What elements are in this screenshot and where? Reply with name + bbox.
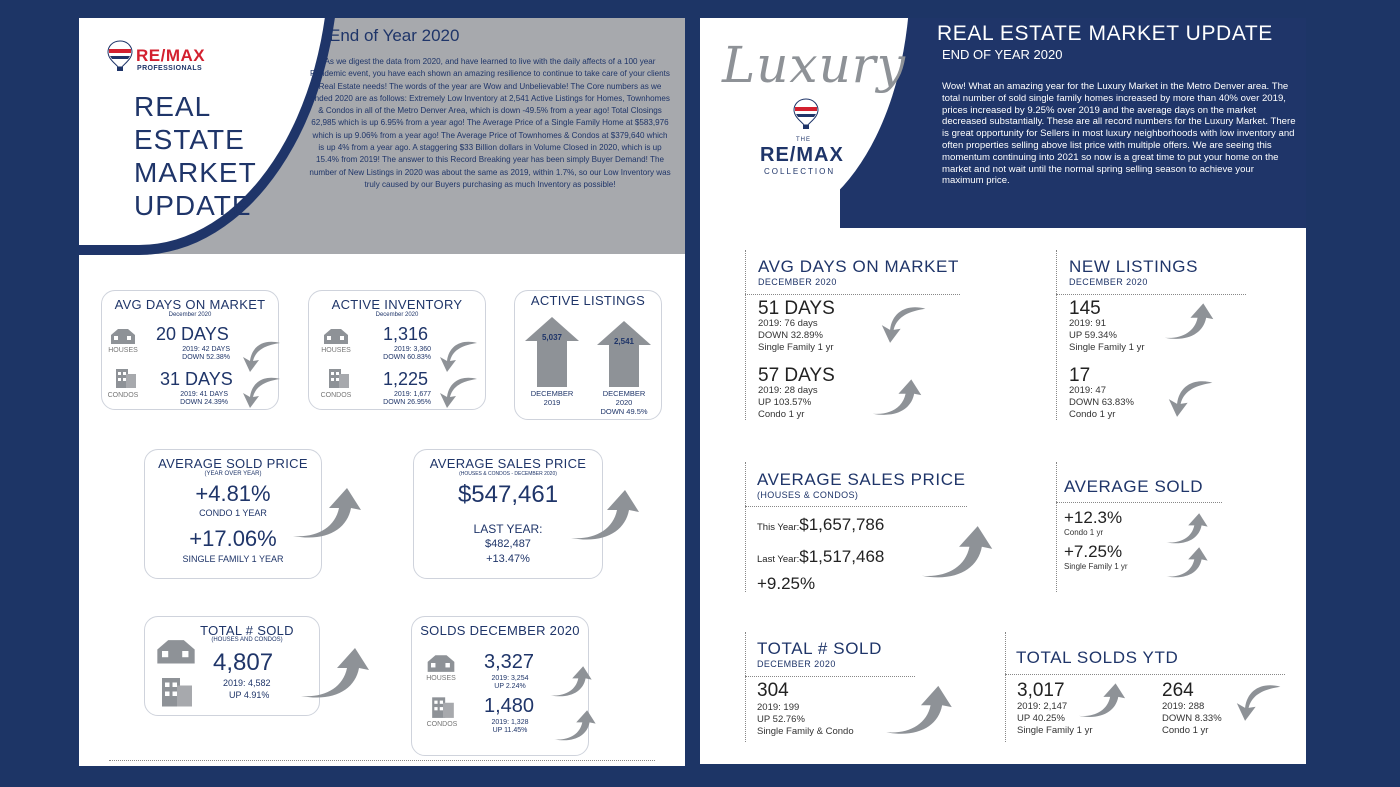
total-sold-value: 304 [757,680,789,701]
avg-sold-value-1: +12.3% [1064,508,1123,527]
avg-days-value-2: 57 DAYS [758,365,835,386]
card-title: ACTIVE LISTINGS [530,293,646,308]
note: 2019: 28 days [758,385,818,396]
total-sold-note-1: 2019: 4,582 [223,678,271,688]
sf-change-label: SINGLE FAMILY 1 YEAR [182,554,284,564]
houses-note [486,675,534,691]
up-arrow-bar-2019 [525,317,579,392]
remax-balloon-icon [107,40,133,77]
new-listings-notes-1 [1069,318,1145,354]
total-ytd-value-1: 3,017 [1017,680,1065,701]
down-arrow-icon [240,339,282,378]
condos-value: 1,480 [484,695,535,717]
left-page [79,18,685,766]
total-sold-note-2: UP 4.91% [229,690,270,700]
condos-note-2: DOWN 26.95% [383,399,431,406]
houses-value: 3,327 [484,651,535,673]
bar-label-2019-2: 2019 [543,398,561,407]
condos-note [379,391,431,407]
up-arrow-icon [1160,546,1214,585]
condos-value: 31 DAYS [160,369,233,389]
condos-note [486,719,534,735]
change-value: +9.25% [757,574,816,593]
note: 2019: 2,147 [1017,701,1068,712]
intro-paragraph: As we digest the data from 2020, and have learned to live with the daily affects of a 100 year Pandemic event, you have each shown an amazing resilience to continue to take care of your clients Real Estate needs! The words of the year are Wow and Unbelievable! The Core numbers as we ended 2020 are as follows: Extremely Low Inventory at 2,541 Active Listings for Homes, Townhomes & Condos in all of the Metro Denver Area, which is down -49.5% from a year ago! Total Closings 62,985 which is up 6.95% from a year ago! The Average Price of a Single Family Home at $583,976 which is up 9.06% from a year ago! The Average Price of Townhomes & Condos at $379,640 which is up 4% from a year ago. A staggering $33 Billion dollars in Volume Closed in 2020, which is up 15.4% from 2019! The answer to this Record Breaking year has been simply Buyer Demand! The number of New Listings in 2020 was about the same as 2019, within 1.7%, so our Low Inventory was truly caused by our Buyers purchasing as much Inventory as possible! [309,57,671,189]
luxury-script: Luxury [722,36,906,94]
section-header: End of Year 2020 [329,26,460,45]
bar-value-2019: 5,037 [541,333,563,342]
condos-label: CONDOS [426,721,458,728]
note: 2019: 76 days [758,318,818,329]
condos-note [168,391,228,407]
down-arrow-icon [437,339,479,378]
new-listings-title: NEW LISTINGS [1069,257,1199,276]
remax-sub-text: PROFESSIONALS [137,65,203,72]
houses-note-2: DOWN 60.83% [383,354,431,361]
card-title: AVG DAYS ON MARKET [114,297,266,312]
new-listings-notes-2 [1069,385,1134,421]
note: Single Family 1 yr [758,342,834,353]
remax-brand-text: RE/MAX [136,46,206,65]
card-subtitle: December 2020 [168,312,212,318]
avg-sales-price-value: $547,461 [457,481,559,508]
up-arrow-icon [552,709,598,748]
condo-change-value: +4.81% [195,481,271,506]
active-listings-card [514,290,662,420]
avg-sold-title: AVERAGE SOLD [1064,477,1204,496]
divider [1056,250,1057,420]
note: Single Family & Condo [757,726,854,737]
note: Single Family 1 yr [1017,725,1093,736]
last-year-row [757,547,884,567]
card-title: AVERAGE SOLD PRICE [158,456,308,471]
note: DOWN 8.33% [1162,713,1222,724]
house-icon [155,637,197,670]
note: Condo 1 yr [1162,725,1209,736]
up-arrow-icon [870,378,924,423]
bar-label-2019 [519,389,585,407]
card-subtitle: December 2020 [375,312,419,318]
divider [745,506,967,507]
avg-days-notes-1 [758,318,834,354]
avg-days-title: AVG DAYS ON MARKET [758,257,959,276]
divider [1056,462,1057,592]
page-title [134,90,257,222]
last-year-label: Last Year: [757,554,800,565]
up-arrow-icon [299,646,371,707]
divider [745,294,960,295]
condos-label: CONDOS [107,392,139,399]
total-sold-notes [757,702,854,738]
title-line: MARKET [134,157,257,188]
down-arrow-icon [437,375,479,414]
card-subtitle: (HOUSES & CONDOS - DECEMBER 2020) [459,471,557,477]
bar-label-2020 [591,389,657,416]
houses-label: HOUSES [108,347,138,354]
houses-note [170,346,230,362]
up-arrow-icon [548,665,594,704]
up-arrow-bar-2020 [597,321,651,392]
note: Condo 1 yr [1069,409,1116,420]
total-ytd-title: TOTAL SOLDS YTD [1016,648,1179,667]
up-arrow-icon [912,524,1002,587]
avg-sold-label-2: Single Family 1 yr [1064,562,1128,571]
houses-note-1: 2019: 42 DAYS [182,346,230,353]
down-arrow-icon [1162,378,1218,423]
condo-building-icon [327,365,351,394]
note: UP 52.76% [757,714,805,725]
condos-note-1: 2019: 1,677 [394,391,431,398]
up-arrow-icon [1076,682,1128,725]
this-year-value: $1,657,786 [799,515,885,534]
last-year-value: $482,487 [485,538,531,550]
bar-label-2020-3: DOWN 49.5% [600,407,648,416]
houses-label: HOUSES [321,347,351,354]
divider [745,462,746,592]
condos-label: CONDOS [320,392,352,399]
condo-building-icon [114,365,138,394]
total-sold-value: 4,807 [213,649,274,676]
divider [1056,502,1222,503]
condos-value: 1,225 [383,369,429,389]
avg-sold-label-1: Condo 1 yr [1064,528,1104,537]
total-sold-sub: DECEMBER 2020 [757,659,836,669]
logo-collection: COLLECTION [764,167,836,176]
title-line: REAL [134,91,212,122]
condos-note-1: 2019: 1,328 [491,719,529,726]
divider [1056,294,1246,295]
avg-days-card [101,290,279,410]
divider [745,250,746,420]
avg-sales-sub: (HOUSES & CONDOS) [757,490,859,500]
divider [1005,674,1285,675]
up-arrow-icon [1162,302,1216,347]
condos-note-2: UP 11.45% [492,727,528,734]
up-arrow-icon [569,488,641,549]
down-arrow-icon [240,375,282,414]
note: DOWN 32.89% [758,330,823,341]
up-arrow-icon [291,486,363,547]
condos-note-1: 2019: 41 DAYS [180,391,228,398]
bar-label-2019-1: DECEMBER [530,389,574,398]
card-title: AVERAGE SALES PRICE [429,456,587,471]
bar-value-2020: 2,541 [613,337,635,346]
up-arrow-icon [880,684,958,743]
solds-december-card [411,616,589,756]
note: Condo 1 yr [758,409,805,420]
down-arrow-icon [1230,682,1286,727]
condo-change-label: CONDO 1 YEAR [199,508,267,518]
right-page [700,18,1306,764]
note: 2019: 288 [1162,701,1205,712]
this-year-row [757,515,884,535]
avg-days-notes-2 [758,385,818,421]
sf-change-value: +17.06% [189,526,277,551]
note: 2019: 199 [757,702,800,713]
card-title: TOTAL # SOLD [200,623,294,638]
title-line: ESTATE [134,124,245,155]
total-sold-title: TOTAL # SOLD [757,639,882,658]
note: UP 103.57% [758,397,812,408]
down-arrow-icon [875,304,931,349]
note: Single Family 1 yr [1069,342,1145,353]
note: 2019: 91 [1069,318,1106,329]
card-title: ACTIVE INVENTORY [331,297,463,312]
note: 2019: 47 [1069,385,1106,396]
logo-the: THE [796,137,811,143]
logo-brand: RE/MAX [760,144,844,166]
new-listings-sub: DECEMBER 2020 [1069,277,1148,287]
page-subtitle: END OF YEAR 2020 [942,47,1063,62]
houses-note-2: DOWN 52.38% [182,354,230,361]
avg-sales-title: AVERAGE SALES PRICE [757,470,966,489]
bar-label-2020-2: 2020 [615,398,633,407]
houses-label: HOUSES [426,675,456,682]
footer-divider [109,760,655,761]
houses-value: 20 DAYS [156,324,229,344]
houses-note-2: UP 2.24% [494,683,526,690]
active-inventory-card [308,290,486,410]
condo-building-icon [430,693,456,724]
avg-sold-value-2: +7.25% [1064,542,1123,561]
total-ytd-value-2: 264 [1162,680,1194,701]
note: DOWN 63.83% [1069,397,1134,408]
card-subtitle: (YEAR OVER YEAR) [204,471,262,477]
new-listings-value-2: 17 [1069,365,1091,386]
remax-balloon-icon [793,98,819,135]
houses-note [379,346,431,362]
divider [745,676,915,677]
divider [1005,632,1006,742]
total-ytd-notes-2 [1162,701,1222,737]
divider [745,632,746,742]
houses-value: 1,316 [383,324,429,344]
houses-note-1: 2019: 3,360 [394,346,431,353]
last-year-label: LAST YEAR: [473,522,543,536]
title-line: UPDATE [134,190,252,221]
note: UP 40.25% [1017,713,1065,724]
total-sold-card [144,616,320,716]
this-year-label: This Year: [757,522,800,533]
new-listings-value-1: 145 [1069,298,1101,319]
page-title: REAL ESTATE MARKET UPDATE [937,22,1273,45]
condos-note-2: DOWN 24.39% [180,399,228,406]
condo-building-icon [159,671,195,714]
intro-paragraph: Wow! What an amazing year for the Luxury Market in the Metro Denver area. The total number of sold single family homes increased by more than 40% over 2019, prices increased by 9.25% over 2019 and the average days on the market decreased substantially. These are all record numbers for the Luxury Market. There is great opportunity for Sellers in most luxury neighborhoods with low inventory and often properties selling above list price with multiple offers. We are seeing this momentum continuing into 2021 so now is a great time to put your home on the market and not wait until the normal spring selling season to achieve your maximum price. [942,81,1296,187]
houses-note-1: 2019: 3,254 [491,675,529,682]
bar-label-2020-1: DECEMBER [602,389,646,398]
avg-days-value-1: 51 DAYS [758,298,835,319]
header-bottom-white [700,228,1306,248]
card-subtitle: (HOUSES AND CONDOS) [211,637,283,643]
last-year-value: $1,517,468 [799,547,885,566]
last-year-change: +13.47% [486,553,530,565]
card-title: SOLDS DECEMBER 2020 [420,623,580,638]
note: UP 59.34% [1069,330,1117,341]
avg-days-sub: DECEMBER 2020 [758,277,837,287]
